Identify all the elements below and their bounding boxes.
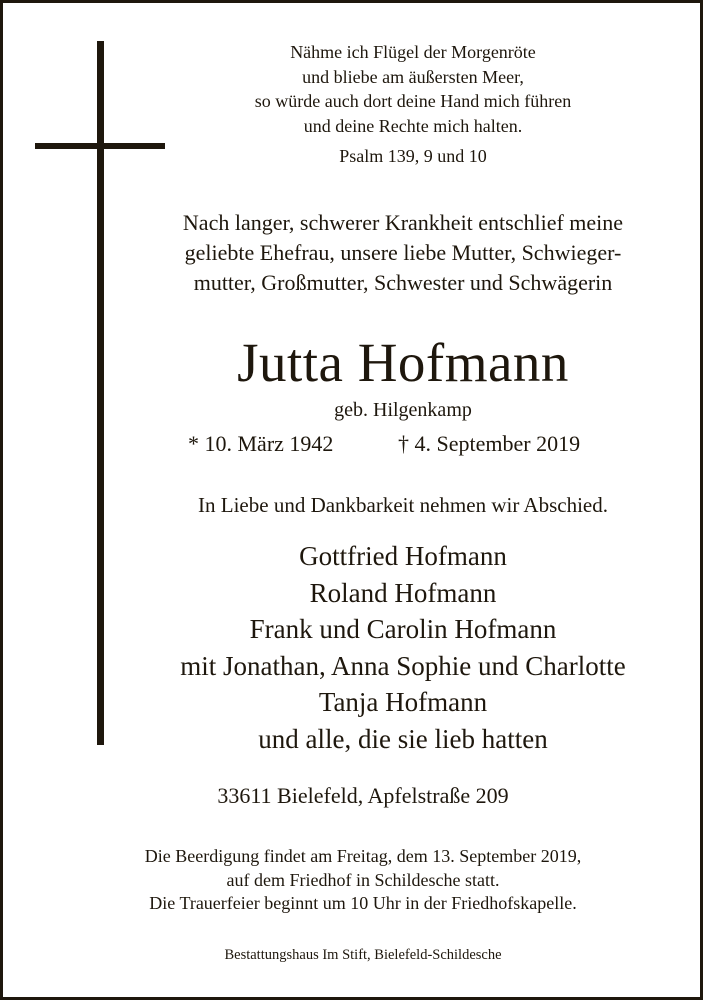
cross-horizontal-bar [35, 143, 165, 149]
verse-line: Nähme ich Flügel der Morgenröte [290, 42, 536, 62]
mourners-list [113, 538, 693, 757]
intro-line: mutter, Großmutter, Schwester und Schwägerin [193, 270, 613, 295]
verse-line: so würde auch dort deine Hand mich führen [254, 91, 572, 111]
bible-verse [203, 40, 623, 138]
verse-reference: Psalm 139, 9 und 10 [339, 146, 487, 166]
mourner: Roland Hofmann [309, 577, 497, 608]
mourner: und alle, die sie lieb hatten [258, 723, 548, 754]
intro-text [123, 208, 683, 298]
verse-line: und bliebe am äußersten Meer, [302, 66, 524, 87]
farewell-text: In Liebe und Dankbarkeit nehmen wir Abschied. [198, 493, 608, 517]
address: 33611 Bielefeld, Apfelstraße 209 [217, 783, 509, 808]
verse-line: und deine Rechte mich halten. [303, 115, 523, 136]
funeral-line: auf dem Friedhof in Schildesche statt. [226, 869, 500, 890]
birth-date: * 10. März 1942 [188, 431, 334, 456]
funeral-info [83, 845, 643, 916]
funeral-line: Die Trauerfeier beginnt um 10 Uhr in der Friedhofskapelle. [149, 893, 577, 913]
mourner: Frank und Carolin Hofmann [249, 614, 557, 644]
intro-line: Nach langer, schwerer Krankheit entschlief meine [182, 210, 624, 235]
funeral-line: Die Beerdigung findet am Freitag, dem 13. September 2019, [144, 846, 582, 866]
death-date: † 4. September 2019 [398, 431, 581, 456]
mourner: mit Jonathan, Anna Sophie und Charlotte [180, 650, 626, 681]
mourner: Gottfried Hofmann [299, 541, 507, 571]
intro-line: geliebte Ehefrau, unsere liebe Mutter, Schwieger- [184, 240, 622, 265]
undertaker: Bestattungshaus Im Stift, Bielefeld-Schildesche [224, 947, 502, 963]
mourner: Tanja Hofmann [318, 687, 488, 717]
birth-name: geb. Hilgenkamp [334, 399, 472, 421]
deceased-name: Jutta Hofmann [237, 332, 569, 393]
